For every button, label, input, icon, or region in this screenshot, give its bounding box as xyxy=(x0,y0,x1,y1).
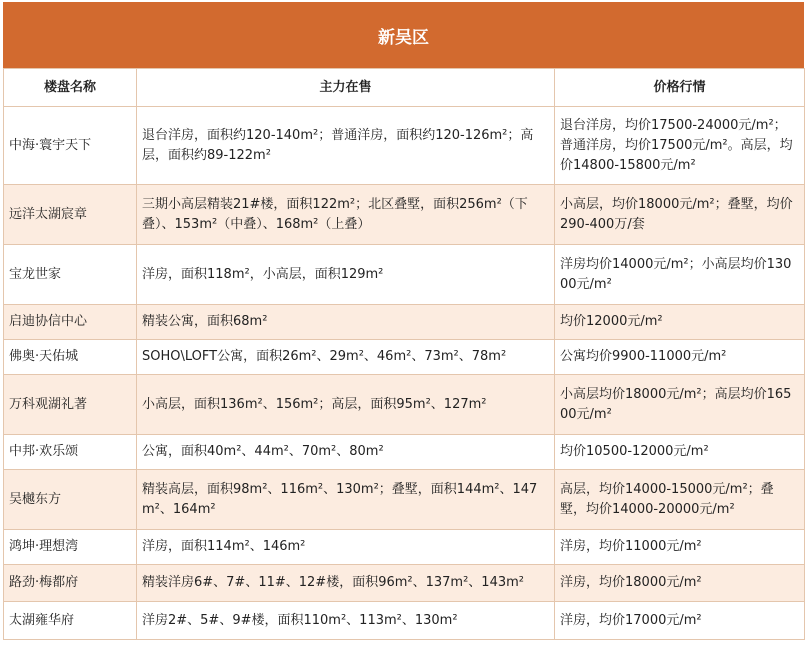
cell-price: 洋房均价14000元/m²；小高层均价13000元/m² xyxy=(555,245,805,305)
cell-sale: 退台洋房，面积约120-140m²；普通洋房，面积约120-126m²；高层，面积约89-122m² xyxy=(137,107,555,185)
cell-name: 吴樾东方 xyxy=(4,470,137,530)
district-title: 新吴区 xyxy=(3,2,804,68)
cell-name: 启迪协信中心 xyxy=(4,305,137,340)
cell-name: 中邦·欢乐颂 xyxy=(4,435,137,470)
table-row xyxy=(4,565,805,602)
table-row xyxy=(4,470,805,530)
cell-name: 中海·寰宇天下 xyxy=(4,107,137,185)
cell-name: 路劲·梅都府 xyxy=(4,565,137,602)
cell-price: 公寓均价9900-11000元/m² xyxy=(555,340,805,375)
table-row xyxy=(4,435,805,470)
header-sale: 主力在售 xyxy=(137,69,555,107)
cell-price: 洋房，均价17000元/m² xyxy=(555,602,805,640)
cell-sale: 精装高层，面积98m²、116m²、130m²；叠墅，面积144m²、147m²、164m² xyxy=(137,470,555,530)
table-row xyxy=(4,530,805,565)
header-row xyxy=(4,69,805,107)
cell-name: 太湖雍华府 xyxy=(4,602,137,640)
cell-name: 万科观湖礼著 xyxy=(4,375,137,435)
cell-name: 佛奥·天佑城 xyxy=(4,340,137,375)
table-row xyxy=(4,107,805,185)
table-row xyxy=(4,375,805,435)
cell-price: 均价10500-12000元/m² xyxy=(555,435,805,470)
cell-price: 高层，均价14000-15000元/m²；叠墅，均价14000-20000元/m² xyxy=(555,470,805,530)
cell-sale: 公寓，面积40m²、44m²、70m²、80m² xyxy=(137,435,555,470)
cell-sale: 精装公寓，面积68m² xyxy=(137,305,555,340)
cell-sale: 洋房2#、5#、9#楼，面积110m²、113m²、130m² xyxy=(137,602,555,640)
cell-sale: 精装洋房6#、7#、11#、12#楼，面积96m²、137m²、143m² xyxy=(137,565,555,602)
cell-price: 均价12000元/m² xyxy=(555,305,805,340)
cell-name: 远洋太湖宸章 xyxy=(4,185,137,245)
cell-price: 小高层，均价18000元/m²；叠墅，均价290-400万/套 xyxy=(555,185,805,245)
table-row xyxy=(4,245,805,305)
table-row xyxy=(4,305,805,340)
cell-name: 鸿坤·理想湾 xyxy=(4,530,137,565)
cell-sale: SOHO\LOFT公寓，面积26m²、29m²、46m²、73m²、78m² xyxy=(137,340,555,375)
table-row xyxy=(4,185,805,245)
header-price: 价格行情 xyxy=(555,69,805,107)
cell-price: 退台洋房，均价17500-24000元/m²；普通洋房，均价17500元/m²。高层，均价14800-15800元/m² xyxy=(555,107,805,185)
cell-sale: 三期小高层精装21#楼，面积122m²；北区叠墅，面积256m²（下叠）、153m²（中叠）、168m²（上叠） xyxy=(137,185,555,245)
cell-price: 小高层均价18000元/m²；高层均价16500元/m² xyxy=(555,375,805,435)
header-name: 楼盘名称 xyxy=(4,69,137,107)
property-table-container xyxy=(3,2,804,640)
cell-name: 宝龙世家 xyxy=(4,245,137,305)
cell-sale: 小高层，面积136m²、156m²；高层，面积95m²、127m² xyxy=(137,375,555,435)
cell-sale: 洋房，面积114m²、146m² xyxy=(137,530,555,565)
cell-price: 洋房，均价11000元/m² xyxy=(555,530,805,565)
table-row xyxy=(4,340,805,375)
cell-sale: 洋房，面积118m²，小高层，面积129m² xyxy=(137,245,555,305)
cell-price: 洋房，均价18000元/m² xyxy=(555,565,805,602)
table-row xyxy=(4,602,805,640)
property-table xyxy=(3,68,805,640)
